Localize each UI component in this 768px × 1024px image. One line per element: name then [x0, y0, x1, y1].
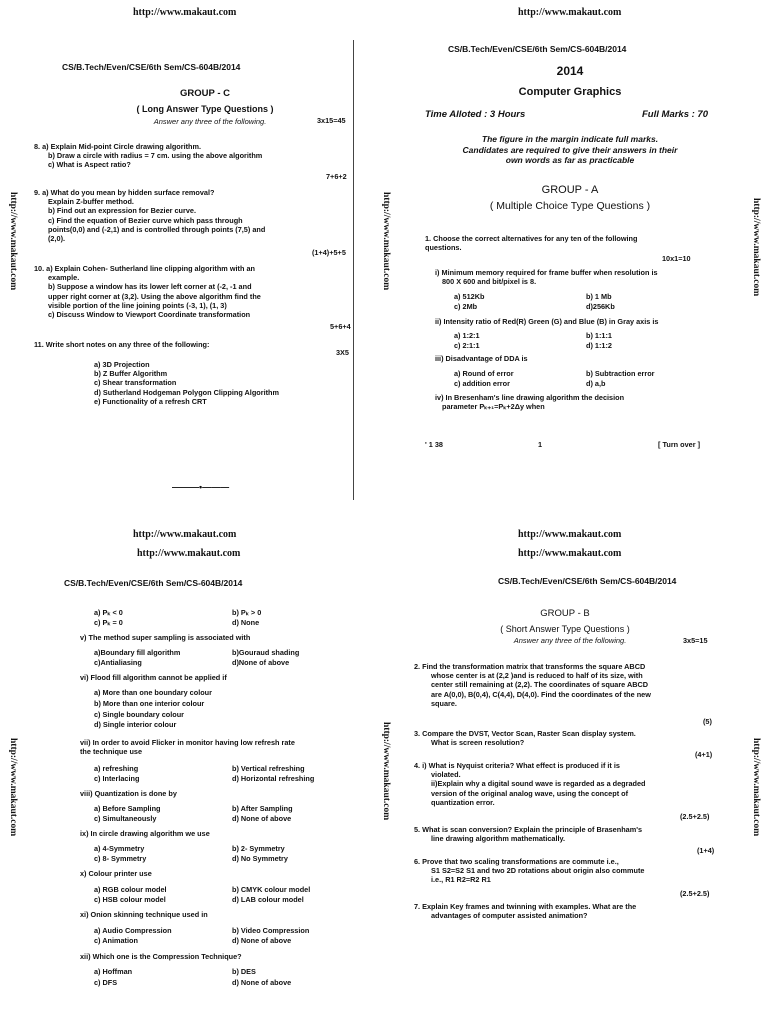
q10-marks: 5+6+4 — [330, 322, 351, 331]
q1-vi: vi) Flood fill algorithm cannot be applied if — [80, 673, 227, 682]
end-marker: ———•——— — [172, 482, 230, 492]
url-mid-right-1[interactable]: http://www.makaut.com — [518, 529, 622, 540]
q1-x-a: a) RGB colour model — [94, 885, 167, 894]
q11: 11. Write short notes on any three of the following: — [34, 340, 210, 349]
time-allotted: Time Alloted : 3 Hours — [425, 109, 526, 120]
q1-viii-a: a) Before Sampling — [94, 804, 161, 813]
paper-code-p1: CS/B.Tech/Even/CSE/6th Sem/CS-604B/2014 — [62, 62, 241, 72]
paper-code-p4: CS/B.Tech/Even/CSE/6th Sem/CS-604B/2014 — [498, 576, 677, 586]
url-top-left[interactable]: http://www.makaut.com — [133, 7, 237, 18]
group-c-instr: Answer any three of the following. — [153, 117, 267, 126]
q7: 7. Explain Key frames and twinning with examples. What are the advantages of computer assisted animation? — [414, 902, 637, 921]
q1-v: v) The method super sampling is associated with — [80, 633, 251, 642]
q8: 8. a) Explain Mid-point Circle drawing algorithm. b) Draw a circle with radius = 7 cm. using the above algorithm c) What is Aspect ratio? — [34, 142, 263, 170]
url-vertical-mid-bottom[interactable]: http://www.makaut.com — [381, 722, 391, 821]
q1-xii-a: a) Hoffman — [94, 967, 133, 976]
q1-ii-opt-c: c) 2:1:1 — [454, 341, 480, 350]
opts0-a: a) Pₖ < 0 — [94, 608, 123, 617]
q1-xii-d: d) None of above — [232, 978, 292, 987]
q1-xii-c: c) DFS — [94, 978, 118, 987]
q10: 10. a) Explain Cohen- Sutherland line clipping algorithm with an example. b) Suppose a window has its lower left corner at (-2, -1 and upper right corner at (3,2). Using the above algorithm find the visible portion of the line joining points (-3, 1), (1, 3) c) Discuss Window to Viewport Coordinate transformation — [34, 264, 261, 320]
page-number: 1 — [538, 440, 543, 449]
paper-code-p2: CS/B.Tech/Even/CSE/6th Sem/CS-604B/2014 — [448, 44, 627, 54]
q4-marks: (2.5+2.5) — [680, 812, 710, 821]
q1-iii-opt-b: b) Subtraction error — [586, 369, 655, 378]
url-vertical-right-bottom[interactable]: http://www.makaut.com — [751, 738, 761, 837]
opts0-c: c) Pₖ = 0 — [94, 618, 123, 627]
q1-ix-a: a) 4-Symmetry — [94, 844, 145, 853]
q1-ix-b: b) 2- Symmetry — [232, 844, 285, 853]
q1-vii-a: a) refreshing — [94, 764, 139, 773]
q1-xi: xi) Onion skinning technique used in — [80, 910, 208, 919]
paper-code-p3: CS/B.Tech/Even/CSE/6th Sem/CS-604B/2014 — [64, 578, 243, 588]
q1-ii-opt-a: a) 1:2:1 — [454, 331, 480, 340]
exam-year: 2014 — [556, 64, 584, 78]
url-vertical-mid-top[interactable]: http://www.makaut.com — [381, 192, 391, 291]
group-c-title: GROUP - C — [180, 88, 230, 99]
q1-ii: ii) Intensity ratio of Red(R) Green (G) and Blue (B) in Gray axis is — [435, 317, 659, 326]
q1-xi-b: b) Video Compression — [232, 926, 310, 935]
q1-iii-opt-c: c) addition error — [454, 379, 510, 388]
q9-marks: (1+4)+5+5 — [312, 248, 346, 257]
q1-i-opt-c: c) 2Mb — [454, 302, 478, 311]
q1-xii-b: b) DES — [232, 967, 256, 976]
q6-marks: (2.5+2.5) — [680, 889, 710, 898]
q1-i-opt-a: a) 512Kb — [454, 292, 485, 301]
q1-viii: viii) Quantization is done by — [80, 789, 177, 798]
q1-vii-d: d) Horizontal refreshing — [232, 774, 315, 783]
q1-i-opt-b: b) 1 Mb — [586, 292, 612, 301]
url-vertical-left-bottom[interactable]: http://www.makaut.com — [8, 738, 18, 837]
group-b-marks: 3x5=15 — [683, 636, 708, 645]
group-a-title: GROUP - A — [541, 184, 599, 196]
q1-x-b: b) CMYK colour model — [232, 885, 311, 894]
q11-marks: 3X5 — [336, 348, 349, 357]
group-c-marks: 3x15=45 — [317, 116, 346, 125]
q2-marks: (5) — [703, 717, 712, 726]
q1-xi-d: d) None of above — [232, 936, 292, 945]
group-c-type: ( Long Answer Type Questions ) — [136, 104, 274, 114]
url-mid-right-2[interactable]: http://www.makaut.com — [518, 548, 622, 559]
subject-title: Computer Graphics — [518, 86, 622, 98]
instructions-note: The figure in the margin indicate full marks. Candidates are required to give their answers in their own words as far as practicable — [462, 134, 678, 165]
q1-v-c: c)Antialiasing — [94, 658, 142, 667]
q1-intro: 1. Choose the correct alternatives for any ten of the following questions. — [425, 234, 638, 253]
full-marks: Full Marks : 70 — [642, 109, 708, 120]
q1-v-d: d)None of above — [232, 658, 290, 667]
q2: 2. Find the transformation matrix that transforms the square ABCD whose center is at (2,2 )and is reduced to half of its size, with center still remaining at (2,2). The coordinates of square ABCD are A(0,0), B(0,4), C(4,4), D(4,0). Find the coordinates of the new square. — [414, 662, 651, 708]
q1-ii-opt-d: d) 1:1:2 — [586, 341, 612, 350]
q6: 6. Prove that two scaling transformations are commute i.e., S1 S2=S2 S1 and two 2D rotations about origin also commute i.e., R1 R2=R2 R1 — [414, 857, 645, 885]
group-b-title: GROUP - B — [540, 608, 590, 619]
url-mid-left-1[interactable]: http://www.makaut.com — [133, 529, 237, 540]
q1-i: i) Minimum memory required for frame buffer when resolution is 800 X 600 and bit/pixel is 8. — [435, 268, 658, 287]
q1-vii: vii) In order to avoid Flicker in monitor having low refresh rate the technique use — [80, 738, 295, 757]
q1-i-opt-d: d)256Kb — [586, 302, 615, 311]
q1-ix-c: c) 8- Symmetry — [94, 854, 147, 863]
q1-iv: iv) In Bresenham's line drawing algorithm the decision parameter Pₖ₊₁=Pₖ+2Δy when — [435, 393, 625, 412]
q1-x-c: c) HSB colour model — [94, 895, 166, 904]
q3-marks: (4+1) — [695, 750, 713, 759]
q11-options: a) 3D Projection b) Z Buffer Algorithm c) Shear transformation d) Sutherland Hodgeman Polygon Clipping Algorithm e) Functionality of a refresh CRT — [94, 360, 279, 406]
q1-iii-opt-d: d) a,b — [586, 379, 606, 388]
q1-viii-c: c) Simultaneously — [94, 814, 157, 823]
q1-x-d: d) LAB colour model — [232, 895, 304, 904]
turn-over: [ Turn over ] — [658, 440, 701, 449]
q1-vi-options: a) More than one boundary colour b) More than one interior colour c) Single boundary colour d) Single interior colour — [94, 688, 212, 730]
q1-xii: xii) Which one is the Compression Technique? — [80, 952, 242, 961]
q1-xi-a: a) Audio Compression — [94, 926, 172, 935]
q1-viii-b: b) After Sampling — [232, 804, 293, 813]
q1-iii-opt-a: a) Round of error — [454, 369, 514, 378]
q5-marks: (1+4) — [697, 846, 715, 855]
q1-vii-c: c) Interlacing — [94, 774, 140, 783]
q5: 5. What is scan conversion? Explain the principle of Brasenham's line drawing algorithm mathematically. — [414, 825, 642, 844]
q3: 3. Compare the DVST, Vector Scan, Raster Scan display system. What is screen resolution? — [414, 729, 636, 748]
q1-x: x) Colour printer use — [80, 869, 152, 878]
q1-v-a: a)Boundary fill algorithm — [94, 648, 181, 657]
q1-viii-d: d) None of above — [232, 814, 292, 823]
group-b-instr: Answer any three of the following. — [513, 636, 627, 645]
q1-vii-b: b) Vertical refreshing — [232, 764, 305, 773]
q8-marks: 7+6+2 — [326, 172, 347, 181]
q1-ix-d: d) No Symmetry — [232, 854, 288, 863]
opts0-d: d) None — [232, 618, 260, 627]
q1-v-b: b)Gouraud shading — [232, 648, 300, 657]
q1-ix: ix) In circle drawing algorithm we use — [80, 829, 210, 838]
q1-marks: 10x1=10 — [662, 254, 691, 263]
q1-xi-c: c) Animation — [94, 936, 138, 945]
q1-iii: iii) Disadvantage of DDA is — [435, 354, 528, 363]
q9: 9. a) What do you mean by hidden surface removal? Explain Z-buffer method. b) Find out an expression for Bezier curve. c) Find the equation of Bezier curve which pass through points(0,0) and (-2,1) and is controlled through points (7,5) and (2,0). — [34, 188, 266, 244]
url-top-right[interactable]: http://www.makaut.com — [518, 7, 622, 18]
url-mid-left-2[interactable]: http://www.makaut.com — [137, 548, 241, 559]
q4: 4. i) What is Nyquist criteria? What effect is produced if it is violated. ii)Explain why a digital sound wave is regarded as a degraded version of the original analog wave, using the concept of quantization error. — [414, 761, 646, 807]
url-vertical-right-top[interactable]: http://www.makaut.com — [751, 198, 761, 297]
q1-ii-opt-b: b) 1:1:1 — [586, 331, 612, 340]
group-b-type: ( Short Answer Type Questions ) — [500, 624, 630, 634]
url-vertical-left-top[interactable]: http://www.makaut.com — [8, 192, 18, 291]
opts0-b: b) Pₖ > 0 — [232, 608, 262, 617]
footer-code: ' 1 38 — [425, 440, 443, 449]
page-edge-left — [353, 40, 354, 500]
group-a-type: ( Multiple Choice Type Questions ) — [489, 200, 651, 212]
